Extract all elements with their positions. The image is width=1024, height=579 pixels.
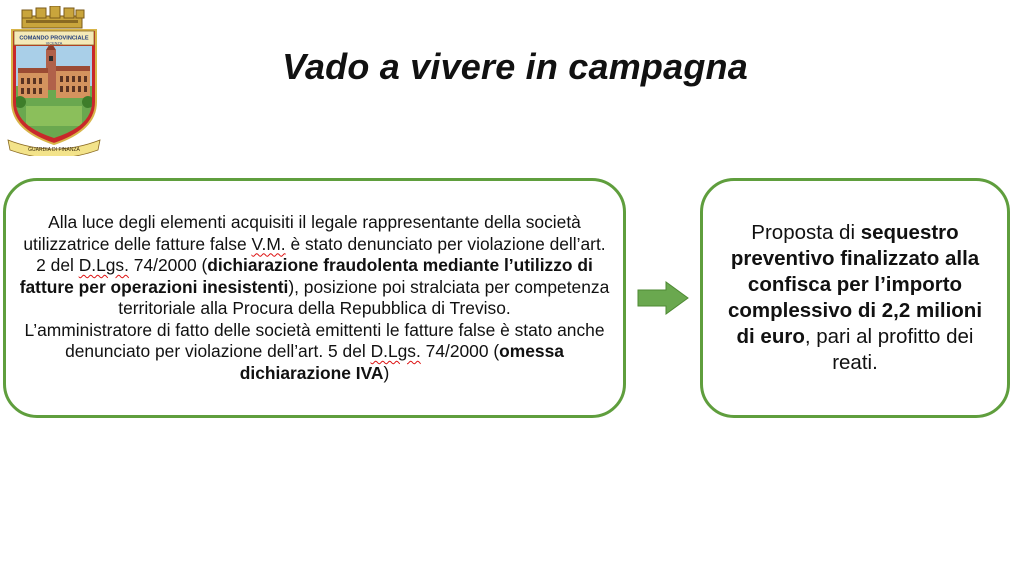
text-run: ) [383,362,390,383]
spellcheck-word: D.Lgs. [370,341,421,361]
left-text-content [18,212,611,384]
bold-text: sequestro preventivo finalizzato alla confisca per l’importo complessivo di 2,2 milioni di euro [727,221,983,348]
left-text-box [3,178,626,418]
text-run: 74/2000 ( [128,255,208,275]
right-text-box [700,178,1010,418]
crown-icon [22,6,84,28]
spellcheck-word: V.M. [251,233,286,254]
text-run: Proposta di [751,221,861,244]
emblem-banner-text: COMANDO PROVINCIALE [19,35,89,42]
slide-title: Vado a vivere in campagna [282,46,748,87]
text-run: 74/2000 ( [420,341,500,361]
right-paragraph [723,220,987,376]
emblem-banner-subtext: VICENZA [45,41,63,46]
text-run: L’amministratore di fatto delle società emittenti le fatture false è stato anche denunciato per violazione dell’art. 5 del [24,319,605,361]
bold-text: dichiarazione fraudolenta mediante l’utilizzo di fatture per operazioni inesistenti [19,255,593,297]
coat-of-arms-logo [6,6,102,156]
text-run: Alla luce degli elementi acquisiti il legale rappresentante della società utilizzatrice delle fatture false [23,212,581,254]
right-arrow-icon [636,280,690,316]
left-paragraph-2 [18,320,611,385]
text-run: , pari al profitto dei reati. [804,325,974,374]
bold-text: omessa dichiarazione IVA [239,341,564,383]
spellcheck-word: D.Lgs. [78,255,129,275]
emblem-ribbon-text: GUARDIA DI FINANZA [28,147,80,153]
text-run: è stato denunciato per violazione dell’art. 2 del [36,233,606,275]
left-paragraph-1 [18,212,611,320]
text-run: ), posizione poi stralciata per competenza territoriale alla Procura della Repubblica di Treviso. [118,276,610,318]
